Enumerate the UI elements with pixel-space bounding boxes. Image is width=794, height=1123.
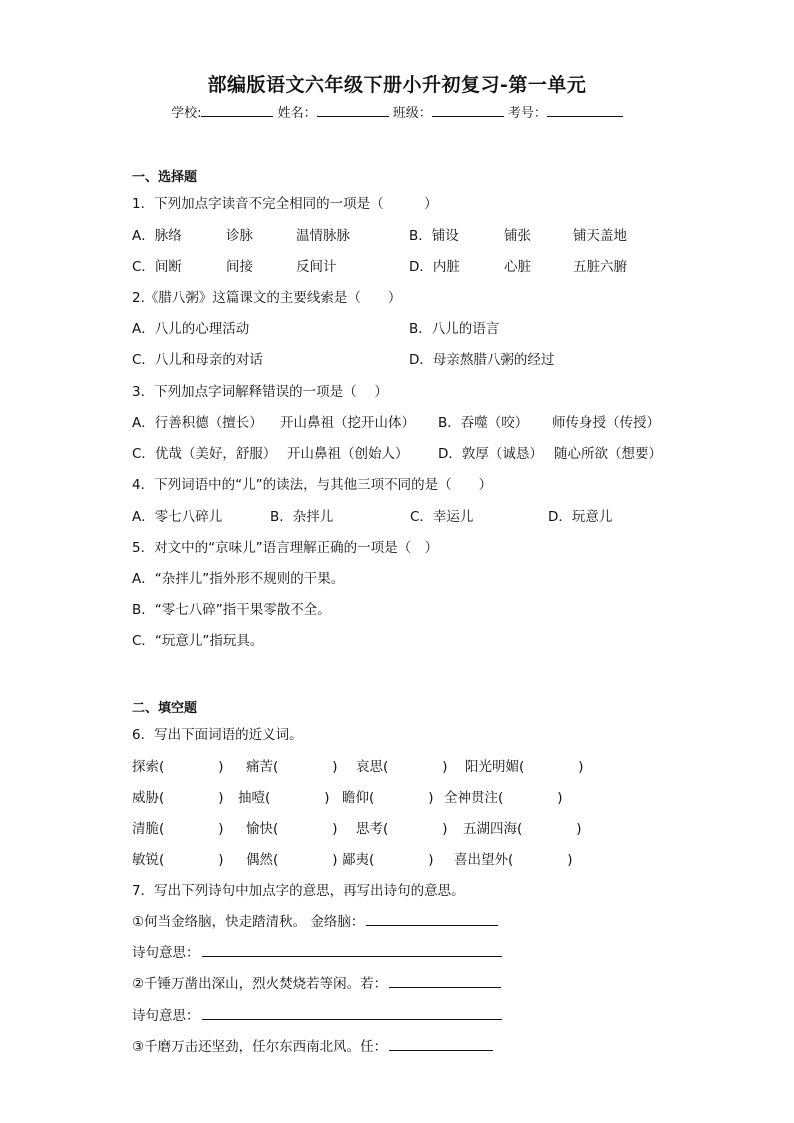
meaning-label: 诗句意思： [132, 1008, 200, 1024]
synonym-blank[interactable]: 哀思( ) [356, 759, 448, 775]
class-blank[interactable] [432, 102, 504, 117]
option-a[interactable]: A．行善积德（擅长） [132, 415, 263, 431]
option-text: 五脏六腑 [573, 259, 627, 275]
synonym-blank[interactable]: 探索( ) [132, 759, 224, 775]
synonym-row [132, 848, 732, 868]
synonym-blank[interactable]: 全神贯注( ) [444, 790, 563, 806]
answer-blank[interactable] [202, 1005, 502, 1020]
option-text: 反间计 [296, 259, 337, 275]
synonym-blank[interactable]: 思考( ) [356, 821, 448, 837]
synonym-blank[interactable]: 鄙夷( ) [342, 852, 434, 868]
option-text: 铺天盖地 [573, 228, 627, 244]
option-b[interactable]: B．杂拌儿 [270, 509, 334, 525]
option-text: 开山鼻祖（挖开山体） [280, 415, 415, 431]
option-d[interactable]: D．内脏 [409, 259, 460, 275]
option-b[interactable]: B．吞噬（咬） [438, 415, 529, 431]
option-d[interactable]: D．敦厚（诚恳） [438, 446, 543, 462]
answer-blank[interactable] [389, 1036, 493, 1051]
answer-blank[interactable] [202, 942, 502, 957]
option-a[interactable]: A．八儿的心理活动 [132, 321, 250, 337]
section-heading-choice: 一、选择题 [132, 170, 198, 185]
option-c[interactable]: C．间断 [132, 259, 182, 275]
option-a[interactable]: A．“杂拌儿”指外形不规则的干果。 [132, 571, 345, 587]
poem-line-3 [132, 1035, 493, 1055]
synonym-blank[interactable]: 瞻仰( ) [342, 790, 434, 806]
name-label: 姓名： [277, 106, 317, 121]
exam-no-blank[interactable] [547, 102, 623, 117]
option-text: 心脏 [504, 259, 531, 275]
poem-text: ①何当金络脑，快走踏清秋。 金络脑： [132, 914, 365, 930]
school-blank[interactable] [201, 102, 273, 117]
poem-text: ③千磨万击还坚劲，任尔东西南北风。任： [132, 1039, 388, 1055]
student-info-line [0, 102, 794, 121]
question-6-stem: 6．写出下面词语的近义词。 [132, 727, 303, 743]
answer-blank[interactable] [389, 973, 501, 988]
question-3-stem: 3．下列加点字词解释错误的一项是（ ） [132, 384, 388, 400]
meaning-label: 诗句意思： [132, 945, 200, 961]
synonym-blank[interactable]: 五湖四海( ) [463, 821, 582, 837]
synonym-blank[interactable]: 抽噎( ) [238, 790, 330, 806]
poem-text: ②千锤万凿出深山，烈火焚烧若等闲。若： [132, 976, 388, 992]
option-text: 间接 [226, 259, 253, 275]
question-1-options-row-1 [132, 224, 692, 244]
question-3-options-row-1 [132, 411, 692, 431]
option-c[interactable]: C．优哉（美好，舒服） [132, 446, 277, 462]
option-d[interactable]: D．母亲熬腊八粥的经过 [409, 352, 555, 368]
option-d[interactable]: D．玩意儿 [548, 509, 613, 525]
school-label: 学校: [171, 106, 202, 121]
question-4-stem: 4．下列词语中的“儿”的读法，与其他三项不同的是（ ） [132, 477, 493, 493]
option-b[interactable]: B．铺设 [409, 228, 459, 244]
question-1-stem: 1．下列加点字读音不完全相同的一项是（ ） [132, 196, 438, 212]
option-a[interactable]: A．脉络 [132, 228, 182, 244]
question-3-options-row-2 [132, 442, 692, 462]
synonym-blank[interactable]: 痛苦( ) [246, 759, 338, 775]
synonym-blank[interactable]: 敏锐( ) [132, 852, 224, 868]
synonym-row [132, 755, 732, 775]
option-text: 铺张 [504, 228, 531, 244]
poem-line-2 [132, 972, 501, 992]
meaning-line-2 [132, 1004, 502, 1024]
option-text: 诊脉 [226, 228, 253, 244]
answer-blank[interactable] [366, 911, 498, 926]
option-c[interactable]: C．八儿和母亲的对话 [132, 352, 263, 368]
question-2-options-row-2 [132, 348, 692, 368]
option-text: 随心所欲（想要） [554, 446, 662, 462]
question-5-stem: 5．对文中的“京味儿”语言理解正确的一项是（ ） [132, 540, 439, 556]
question-7-stem: 7．写出下列诗句中加点字的意思，再写出诗句的意思。 [132, 883, 465, 899]
exam-no-label: 考号： [507, 106, 547, 121]
name-blank[interactable] [317, 102, 389, 117]
option-c[interactable]: C．幸运儿 [410, 509, 474, 525]
synonym-blank[interactable]: 威胁( ) [132, 790, 224, 806]
question-1-options-row-2 [132, 255, 692, 275]
option-c[interactable]: C．“玩意儿”指玩具。 [132, 633, 264, 649]
class-label: 班级： [392, 106, 432, 121]
option-b[interactable]: B．“零七八碎”指干果零散不全。 [132, 602, 331, 618]
question-4-options [132, 505, 692, 525]
option-b[interactable]: B．八儿的语言 [409, 321, 500, 337]
synonym-row [132, 786, 732, 806]
page-title: 部编版语文六年级下册小升初复习-第一单元 [207, 74, 587, 96]
section-heading-fill-in: 二、填空题 [132, 701, 198, 716]
poem-line-1 [132, 910, 498, 930]
option-text: 温情脉脉 [296, 228, 350, 244]
synonym-blank[interactable]: 阳光明媚( ) [465, 759, 584, 775]
meaning-line-1 [132, 941, 502, 961]
synonym-row [132, 817, 732, 837]
option-text: 师传身授（传授） [552, 415, 660, 431]
synonym-blank[interactable]: 清脆( ) [132, 821, 224, 837]
question-2-stem: 2.《腊八粥》这篇课文的主要线索是（ ） [132, 290, 402, 306]
synonym-blank[interactable]: 偶然( ) [246, 852, 338, 868]
synonym-blank[interactable]: 愉快( ) [246, 821, 338, 837]
synonym-blank[interactable]: 喜出望外( ) [454, 852, 573, 868]
question-2-options-row-1 [132, 317, 692, 337]
option-text: 开山鼻祖（创始人） [287, 446, 409, 462]
option-a[interactable]: A．零七八碎儿 [132, 509, 223, 525]
